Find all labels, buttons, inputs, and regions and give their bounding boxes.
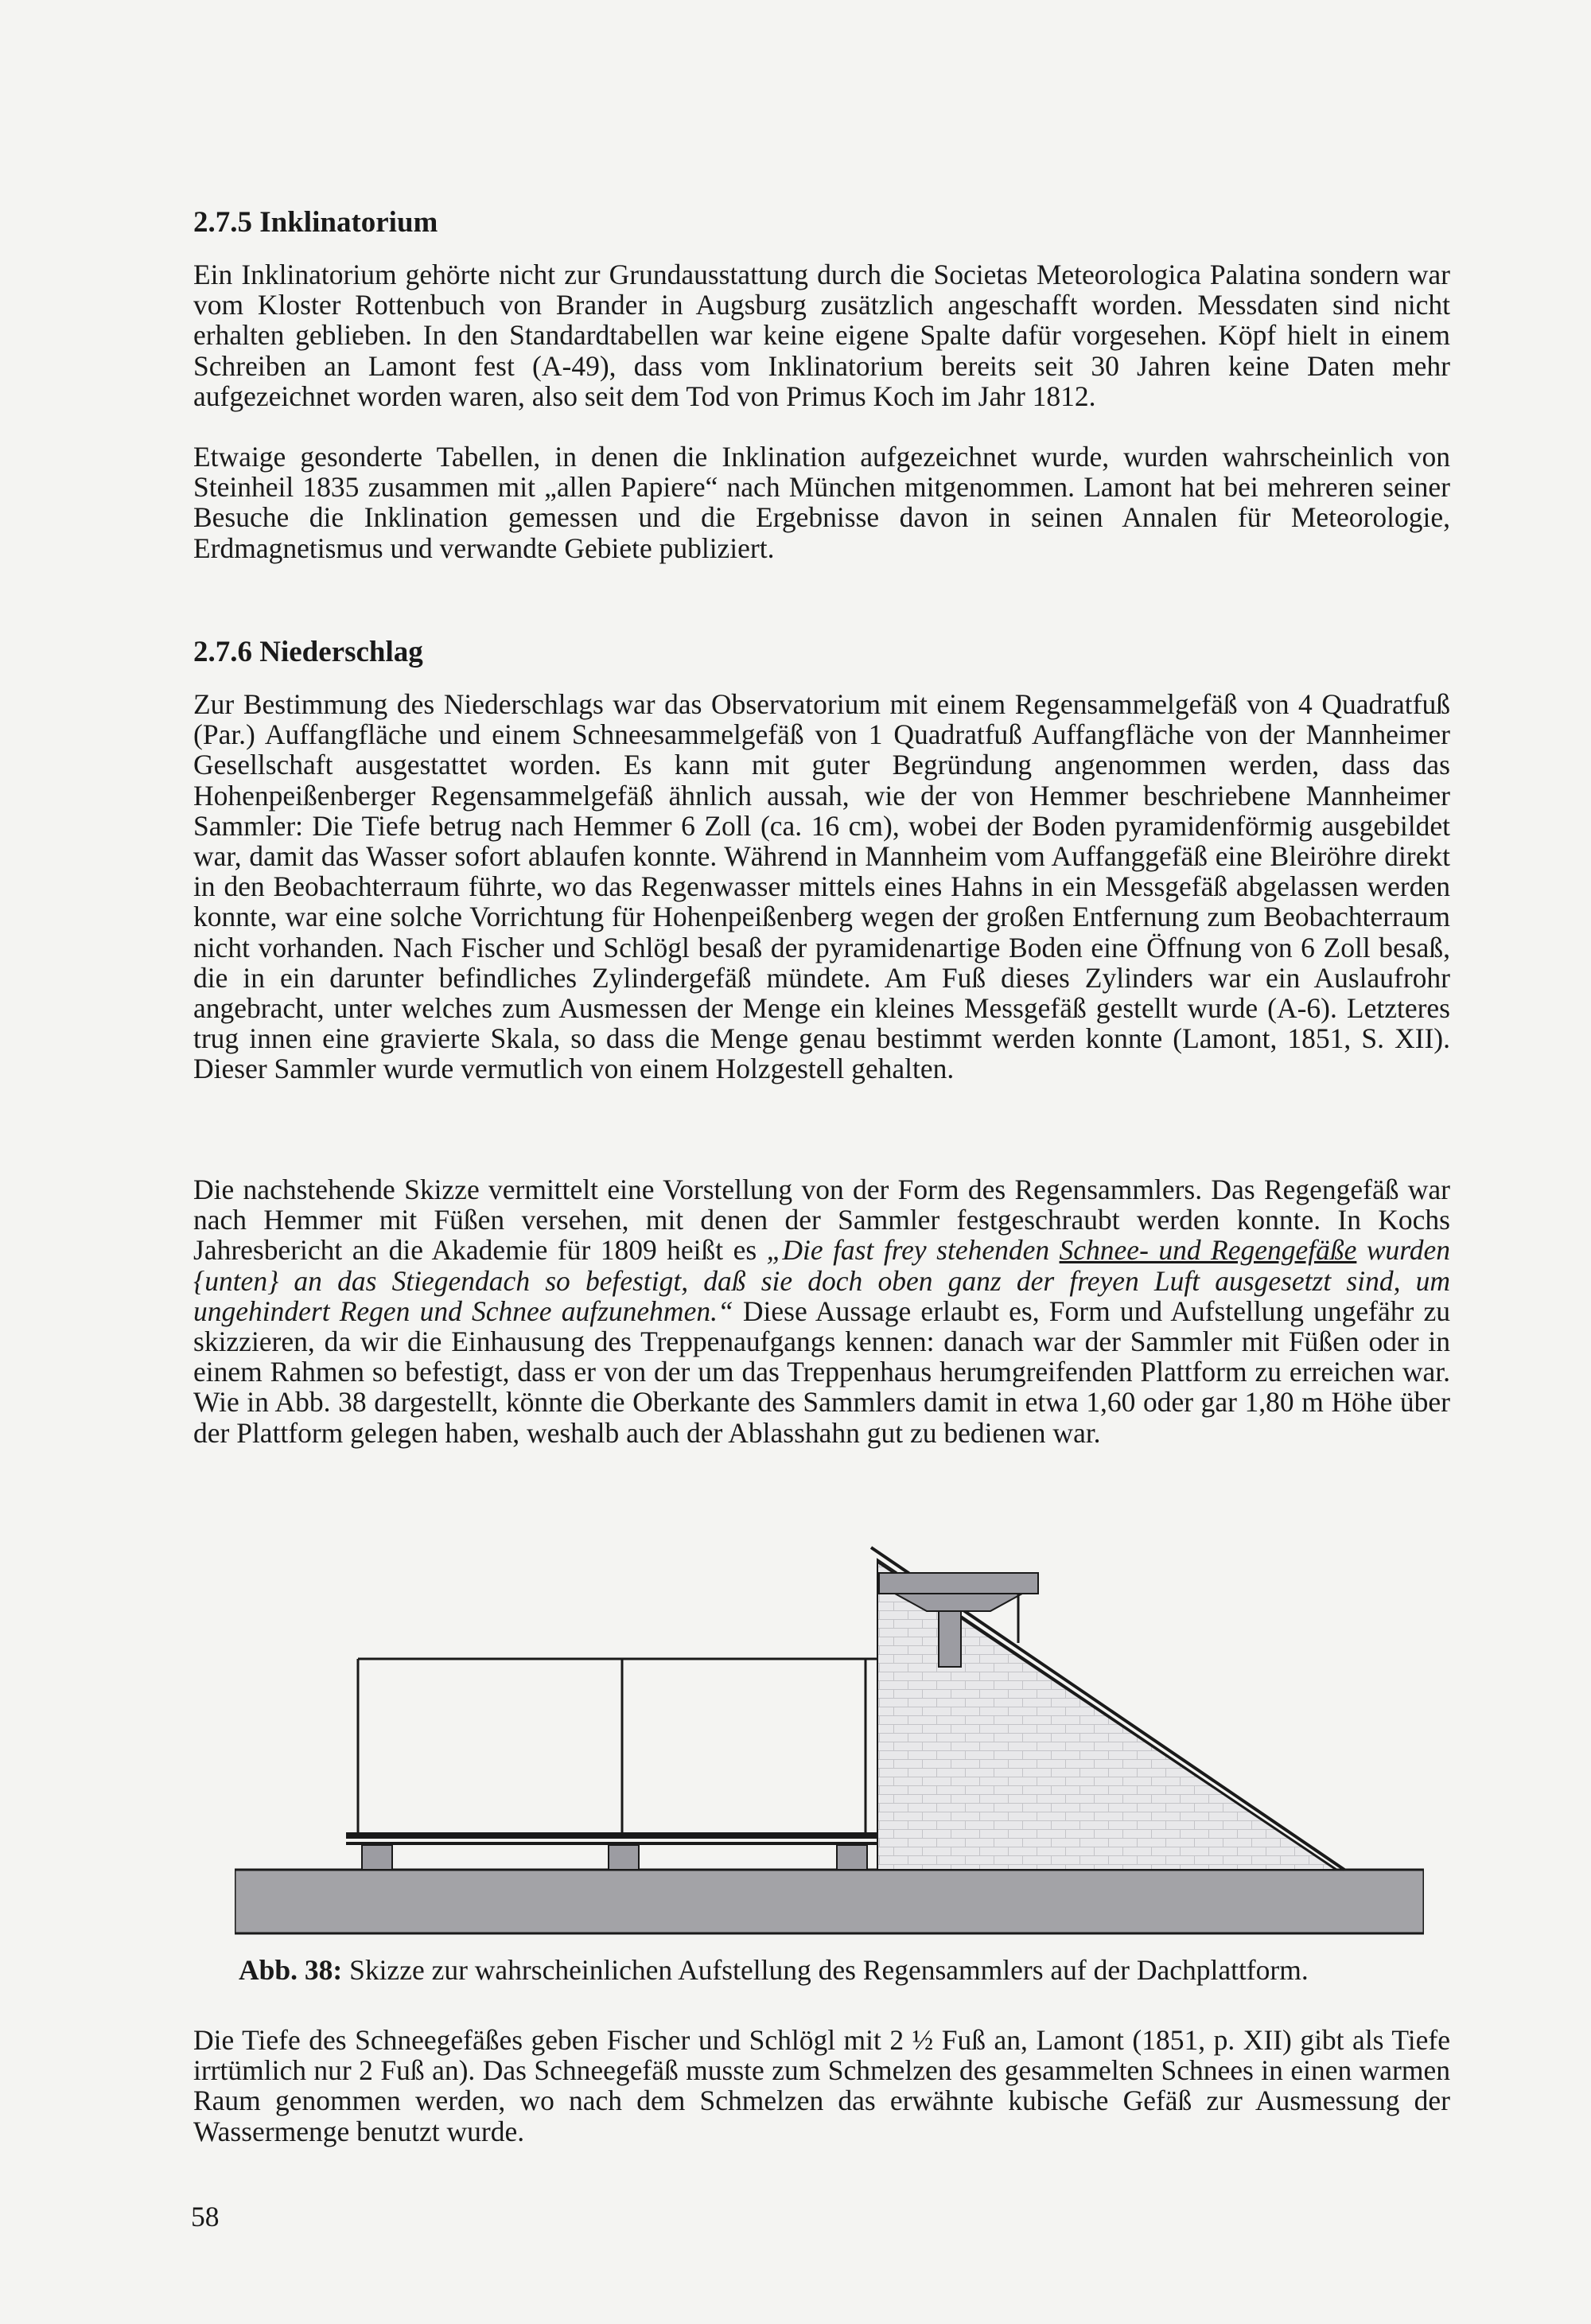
koch-quote-rest: wurden {unten} an das Stiegendach so befestigt, daß sie doch oben ganz der freyen Luft ausgesetzt sind, um ungehindert Regen und Schnee aufzunehmen.“	[193, 1234, 1451, 1327]
paragraph-inklinatorium-1: Ein Inklinatorium gehörte nicht zur Grundausstattung durch die Societas Meteorologica Palatina sondern war vom Kloster Rottenbuch von Brander in Augsburg zusätzlich angeschafft worden. Messdaten sind nicht erhalten geblieben. In den Standardtabellen war keine eigene Spalte dafür vorgesehen. Köpf hielt in einem Schreiben an Lamont fest (A-49), dass vom Inklinatorium bereits seit 30 Jahren keine Daten mehr aufgezeichnet worden waren, also seit dem Tod von Primus Koch im Jahr 1812.	[193, 259, 1450, 412]
paragraph-schneegefaess: Die Tiefe des Schneegefäßes geben Fischer und Schlögl mit 2 ½ Fuß an, Lamont (1851, p. XII) gibt als Tiefe irrtümlich nur 2 Fuß an). Das Schneegefäß musste zum Schmelzen des gesammelten Schnees in einen warmen Raum genommen werden, wo nach dem Schmelzen das erwähnte kubische Gefäß zur Ausmessung der Wassermenge benutzt wurde.	[193, 2024, 1450, 2147]
paragraph-niederschlag-1: Zur Bestimmung des Niederschlags war das Observatorium mit einem Regensammelgefäß von 4 Quadratfuß (Par.) Auffangfläche und einem Schneesammelgefäß von 1 Quadratfuß Auffangfläche von der Mannheimer Gesellschaft ausgestattet worden. Es kann mit guter Begründung angenommen werden, dass das Hohenpeißenberger Regensammelgefäß ähnlich aussah, wie der von Hemmer beschriebene Mannheimer Sammler: Die Tiefe betrug nach Hemmer 6 Zoll (ca. 16 cm), wobei der Boden pyramidenförmig ausgebildet war, damit das Wasser sofort ablaufen konnte. Während in Mannheim vom Auffanggefäß eine Bleiröhre direkt in den Beobachterraum führte, wo das Regenwasser mittels eines Hahns in ein Messgefäß abgelassen werden konnte, war eine solche Vorrichtung für Hohenpeißenberg wegen der großen Entfernung zum Beobachterraum nicht vorhanden. Nach Fischer und Schlögl besaß der pyramidenartige Boden eine Öffnung von 6 Zoll besaß, die in ein darunter befindliches Zylindergefäß mündete. Am Fuß dieses Zylinders war ein Auslaufrohr angebracht, unter welches zum Ausmessen der Menge ein kleines Messgefäß gestellt wurde (A-6). Letzteres trug innen eine gravierte Skala, so dass die Menge genau bestimmt werden konnte (Lamont, 1851, S. XII). Dieser Sammler wurde vermutlich von einem Holzgestell gehalten.	[193, 688, 1450, 1085]
collector-sketch	[235, 1532, 1424, 1945]
collector-top	[879, 1573, 1038, 1594]
figure-caption-label: Abb. 38:	[239, 1954, 343, 1986]
platform-support-3	[837, 1845, 867, 1870]
paragraph-inklinatorium-2: Etwaige gesonderte Tabellen, in denen die Inklination aufgezeichnet wurde, wurden wahrscheinlich von Steinheil 1835 zusammen mit „allen Papiere“ nach München mitgenommen. Lamont hat bei mehreren seiner Besuche die Inklination gemessen und die Ergebnisse davon in seinen Annalen für Meteorologie, Erdmagnetismus und verwandte Gebiete publiziert.	[193, 441, 1450, 564]
platform-deck	[346, 1832, 877, 1839]
koch-quote-open: „Die fast frey stehenden	[766, 1234, 1060, 1267]
ground-slab	[235, 1870, 1424, 1933]
paragraph-niederschlag-2	[193, 1174, 1450, 1448]
collector-cylinder	[939, 1611, 961, 1667]
paragraph-niederschlag-2-start: Die nachstehende Skizze vermittelt eine Vorstellung von der Form des Regensammlers. Das Regengefäß war nach Hemmer mit Füßen versehen, mit denen der Sammler festgeschraubt werden konnte. In Kochs Jahresbericht an die Akademie für 1809 heißt es	[193, 1174, 1450, 1267]
figure-caption	[239, 1952, 1400, 1987]
figure-caption-text: Skizze zur wahrscheinlichen Aufstellung des Regensammlers auf der Dachplattform.	[342, 1954, 1309, 1986]
section-heading-niederschlag: 2.7.6 Niederschlag	[193, 636, 423, 668]
paragraph-niederschlag-2-end: Diese Aussage erlaubt es, Form und Aufstellung ungefähr zu skizzieren, da wir die Einhausung des Treppenaufgangs kennen: danach war der Sammler mit Füßen oder in einem Rahmen so befestigt, dass er von der um das Treppenhaus herumgreifenden Plattform zu erreichen war. Wie in Abb. 38 dargestellt, könnte die Oberkante des Sammlers damit in etwa 1,60 oder gar 1,80 m Höhe über der Plattform gelegen haben, weshalb auch der Ablasshahn gut zu bedienen war.	[193, 1294, 1450, 1449]
figure-abb-38	[235, 1532, 1424, 1945]
platform-support-1	[362, 1845, 392, 1870]
platform-support-2	[609, 1845, 639, 1870]
page-number: 58	[191, 2201, 220, 2233]
koch-quote-underlined: Schnee- und Regengefäße	[1059, 1234, 1357, 1267]
section-heading-inklinatorium: 2.7.5 Inklinatorium	[193, 206, 438, 239]
